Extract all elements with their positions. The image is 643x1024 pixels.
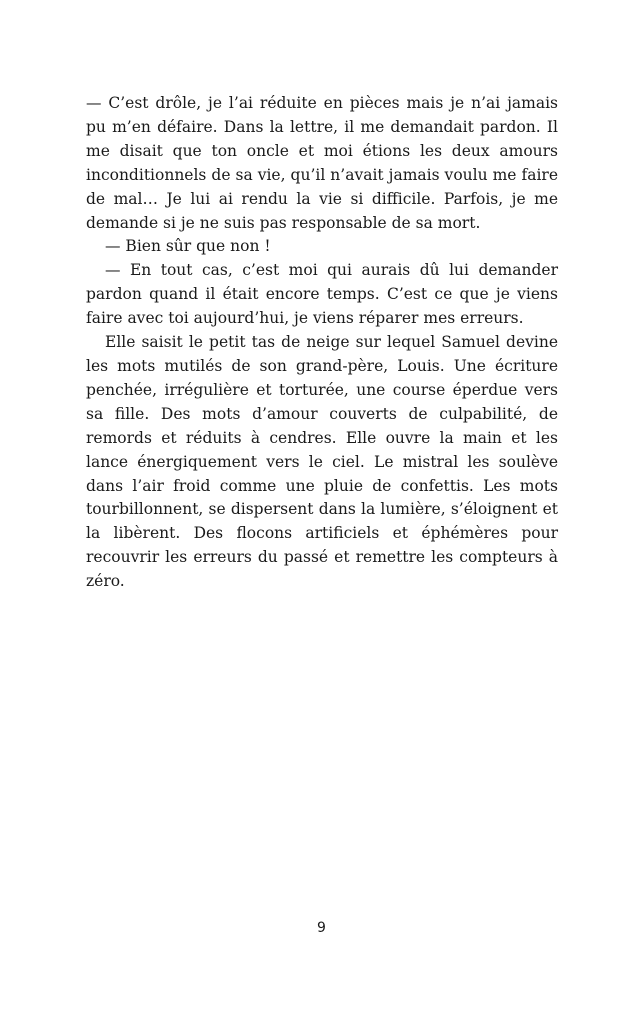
paragraph-3: — En tout cas, c’est moi qui aurais dû lui demander pardon quand il était encore temps. C’est ce que je viens faire avec toi aujourd’hui, je viens réparer mes erreurs.: [86, 261, 558, 328]
page-number: 9: [317, 920, 326, 936]
body-text: [86, 92, 558, 594]
paragraph-1: — C’est drôle, je l’ai réduite en pièces mais je n’ai jamais pu m’en défaire. Dans la lettre, il me demandait pardon. Il me disait que ton oncle et moi étions les deux amours inconditionnels de sa vie, qu’il n’avait jamais voulu me faire de mal… Je lui ai rendu la vie si difficile. Parfois, je me demande si je ne suis pas responsable de sa mort.: [86, 94, 558, 232]
paragraph-2: — Bien sûr que non !: [105, 237, 271, 256]
paragraph-4: Elle saisit le petit tas de neige sur lequel Samuel devine les mots mutilés de son grand-père, Louis. Une écriture penchée, irrégulière et torturée, une course éperdue vers sa fille. Des mots d’amour couverts de culpabilité, de remords et réduits à cendres. Elle ouvre la main et les lance énergiquement vers le ciel. Le mistral les soulève dans l’air froid comme une pluie de confettis. Les mots tourbillonnent, se dispersent dans la lumière, s’éloignent et la libèrent. Des flocons artificiels et éphémères pour recouvrir les erreurs du passé et remettre les compteurs à zéro.: [86, 333, 558, 591]
